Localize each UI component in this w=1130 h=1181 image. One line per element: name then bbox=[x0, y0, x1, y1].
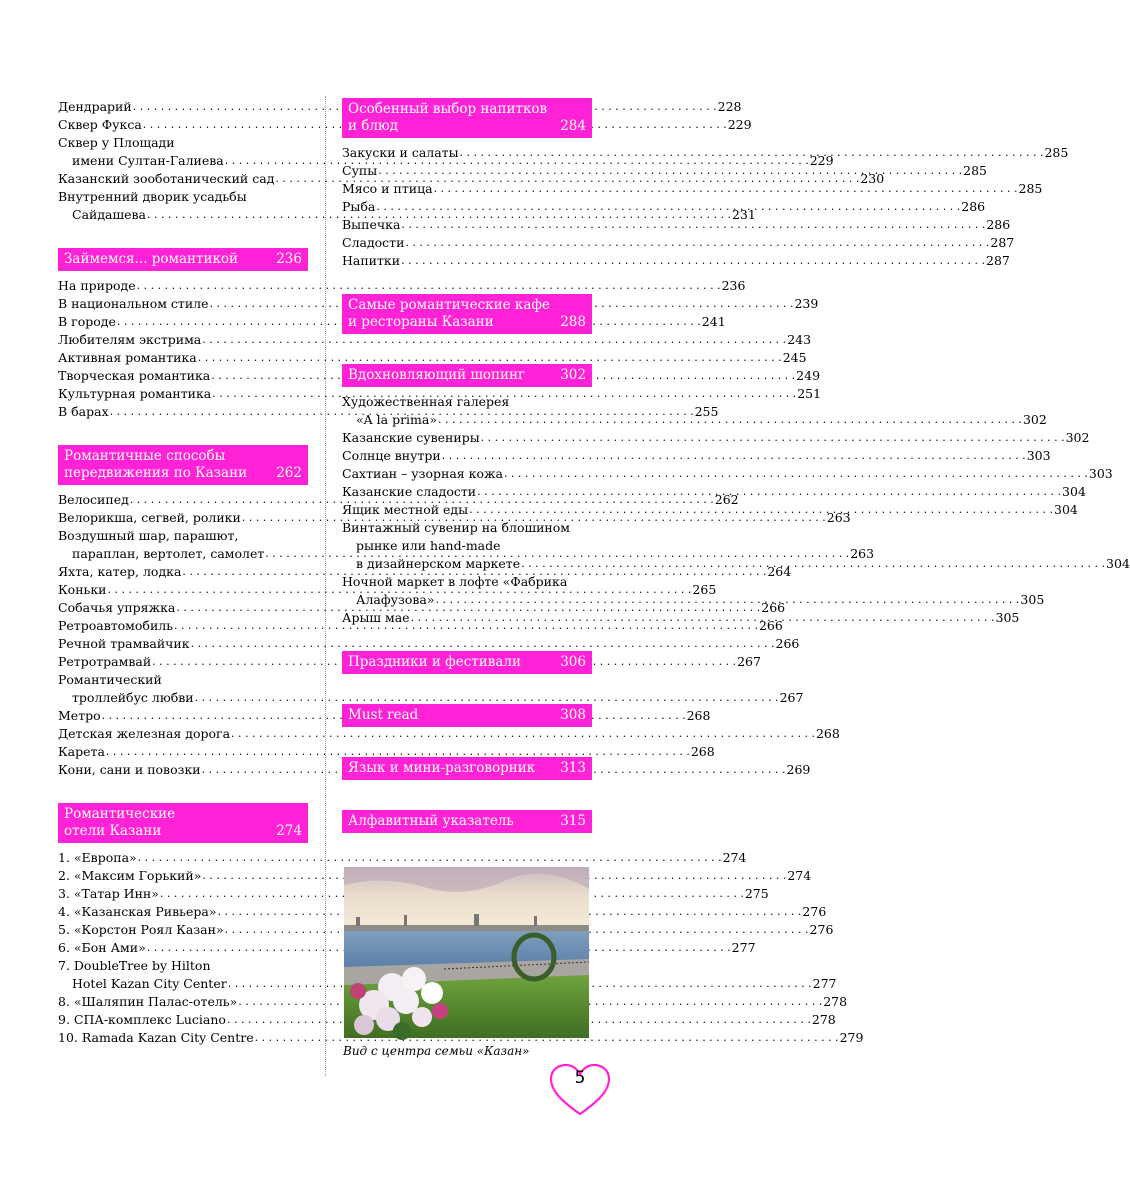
leader-dots bbox=[481, 429, 1065, 447]
toc-entry[interactable] bbox=[342, 252, 1010, 270]
toc-entry-title: Дендрарий bbox=[58, 99, 132, 114]
section-title: отели Казани bbox=[64, 823, 162, 839]
toc-entry-page: 269 bbox=[786, 762, 811, 777]
toc-entry-title: Напитки bbox=[342, 253, 401, 268]
toc-entry-line bbox=[342, 216, 1011, 234]
toc-entry-title: Казанские сувениры bbox=[342, 430, 480, 445]
section-title: Алфавитный указатель bbox=[348, 813, 514, 829]
toc-entry-title: Детская железная дорога bbox=[58, 726, 231, 741]
section-header[interactable] bbox=[342, 704, 592, 727]
leader-dots bbox=[504, 465, 1088, 483]
section-title: Язык и мини-разговорник bbox=[348, 760, 536, 776]
section-header[interactable] bbox=[342, 364, 592, 387]
toc-entry-line bbox=[58, 849, 747, 867]
toc-entry-title: Выпечка bbox=[342, 217, 401, 232]
toc-entry-title: Ретротрамвай bbox=[58, 654, 152, 669]
toc-entry-line bbox=[58, 331, 812, 349]
section-page: 288 bbox=[560, 314, 586, 330]
toc-entry-page: 285 bbox=[963, 163, 987, 178]
section-title-line: Романтичные способы bbox=[64, 448, 226, 464]
leader-dots bbox=[434, 180, 1018, 198]
section-header[interactable] bbox=[342, 98, 592, 138]
toc-entry-title: Коньки bbox=[58, 582, 107, 597]
toc-entry-line bbox=[58, 1029, 864, 1047]
leader-dots bbox=[401, 252, 985, 270]
toc-entry-page: 229 bbox=[727, 117, 752, 132]
toc-entry-page: 303 bbox=[1088, 466, 1113, 481]
toc-entry-title: Казанский зооботанический сад bbox=[58, 171, 275, 186]
toc-entry-title-line: Сквер у Площади bbox=[58, 135, 175, 150]
toc-entry-title: Речной трамвайчик bbox=[58, 636, 190, 651]
toc-entry-title-line: Романтический bbox=[58, 672, 162, 687]
toc-entry-line bbox=[342, 234, 1015, 252]
toc-entry[interactable] bbox=[58, 939, 756, 957]
toc-entry-title: 8. «Шаляпин Палас-отель» bbox=[58, 994, 238, 1009]
leader-dots bbox=[442, 447, 1026, 465]
section-page: 302 bbox=[560, 367, 586, 383]
toc-entry-page: 287 bbox=[990, 235, 1015, 250]
toc-entry-title: Карета bbox=[58, 744, 105, 759]
toc-entry-page: 274 bbox=[722, 850, 747, 865]
page-number: 5 bbox=[574, 1068, 586, 1088]
section-header[interactable] bbox=[342, 757, 592, 780]
leader-dots bbox=[411, 609, 995, 627]
toc-entry[interactable] bbox=[58, 957, 837, 993]
toc-entry-page: 229 bbox=[809, 153, 834, 168]
section-title-row bbox=[348, 707, 586, 724]
section-spacer bbox=[58, 224, 308, 248]
section-spacer bbox=[342, 786, 592, 810]
toc-entry-title: Сахтиан – узорная кожа bbox=[342, 466, 503, 481]
toc-entry-title: Сквер Фукса bbox=[58, 117, 142, 132]
toc-entry-title: Солнце внутри bbox=[342, 448, 441, 463]
section-header[interactable] bbox=[58, 248, 308, 271]
toc-entry-title: Арыш мае bbox=[342, 610, 410, 625]
toc-entry-page: 263 bbox=[826, 510, 851, 525]
toc-entry-page: 305 bbox=[995, 610, 1020, 625]
toc-entry-title: Ящик местной еды bbox=[342, 502, 469, 517]
section-title-line: Романтические bbox=[64, 806, 176, 822]
toc-entry[interactable] bbox=[58, 349, 807, 367]
toc-entry-page: 286 bbox=[986, 217, 1011, 232]
leader-dots bbox=[376, 198, 960, 216]
toc-entry-line bbox=[58, 939, 756, 957]
toc-entry-page: 264 bbox=[767, 564, 792, 579]
section-title: передвижения по Казани bbox=[64, 465, 248, 481]
toc-entry-line bbox=[342, 429, 1090, 447]
toc-entry-title: Hotel Kazan City Center bbox=[72, 976, 227, 991]
toc-entry[interactable] bbox=[58, 725, 840, 743]
section-header[interactable] bbox=[342, 294, 592, 334]
toc-entry-title: в дизайнерском маркете bbox=[356, 556, 521, 571]
toc-entry-page: 302 bbox=[1065, 430, 1090, 445]
toc-entry-line bbox=[58, 1011, 836, 1029]
toc-entry-title: Рыба bbox=[342, 199, 376, 214]
toc-entry-page: 245 bbox=[782, 350, 807, 365]
toc-entry-title: Культурная романтика bbox=[58, 386, 212, 401]
toc-entry-line bbox=[58, 975, 837, 993]
section-title-row bbox=[64, 465, 302, 482]
toc-entry-page: 230 bbox=[860, 171, 885, 186]
toc-entry-title: Алафузова» bbox=[356, 592, 435, 607]
toc-entry-page: 262 bbox=[714, 492, 739, 507]
section-spacer bbox=[342, 340, 592, 364]
toc-entry-line bbox=[58, 725, 840, 743]
toc-entry-page: 275 bbox=[744, 886, 769, 901]
leader-dots bbox=[438, 411, 1022, 429]
section-title: Займемся... романтикой bbox=[64, 251, 239, 267]
toc-entry-page: 277 bbox=[812, 976, 837, 991]
section-title-row bbox=[348, 654, 586, 671]
toc-entry-page: 266 bbox=[758, 618, 783, 633]
toc-entry[interactable] bbox=[342, 234, 1015, 252]
toc-entry-title: Закуски и салаты bbox=[342, 145, 459, 160]
toc-entry-title-line: рынке или hand-made bbox=[356, 538, 501, 553]
toc-entry-title: В городе bbox=[58, 314, 116, 329]
section-title-row bbox=[64, 251, 302, 268]
section-title-row bbox=[348, 813, 586, 830]
toc-entry-title: Собачья упряжка bbox=[58, 600, 176, 615]
toc-entry[interactable] bbox=[342, 465, 1113, 483]
section-title-row bbox=[348, 118, 586, 135]
toc-entry-title-line: Художественная галерея bbox=[342, 394, 510, 409]
toc-entry[interactable] bbox=[342, 447, 1051, 465]
leader-dots bbox=[401, 216, 985, 234]
section-header[interactable] bbox=[342, 651, 592, 674]
section-spacer bbox=[58, 779, 308, 803]
toc-entry[interactable] bbox=[58, 993, 848, 1011]
toc-entry-page: 239 bbox=[794, 296, 819, 311]
leader-dots bbox=[521, 555, 1105, 573]
toc-entry-line bbox=[58, 885, 769, 903]
toc-entry[interactable] bbox=[58, 743, 715, 761]
section-title-line: Особенный выбор напитков bbox=[348, 101, 548, 117]
toc-entry-line bbox=[58, 993, 848, 1011]
toc-entry[interactable] bbox=[58, 1029, 864, 1047]
toc-entry-title: В барах bbox=[58, 404, 109, 419]
toc-entry-page: 279 bbox=[839, 1030, 864, 1045]
toc-entry-page: 276 bbox=[802, 904, 827, 919]
toc-entry-line bbox=[58, 689, 804, 707]
section-title: Вдохновляющий шопинг bbox=[348, 367, 526, 383]
toc-entry-page: 243 bbox=[787, 332, 812, 347]
leader-dots bbox=[435, 591, 1019, 609]
toc-entry-page: 267 bbox=[737, 654, 761, 669]
toc-entry-title: Мясо и птица bbox=[342, 181, 433, 196]
toc-entry-title: 5. «Корстон Роял Казан» bbox=[58, 922, 224, 937]
toc-entry-page: 249 bbox=[796, 368, 821, 383]
section-page: 313 bbox=[560, 760, 586, 776]
toc-entry-page: 276 bbox=[809, 922, 834, 937]
toc-entry-line bbox=[342, 465, 1113, 483]
section-title-row bbox=[64, 823, 302, 840]
toc-entry-title: Велосипед bbox=[58, 492, 129, 507]
toc-entry-page: 278 bbox=[823, 994, 848, 1009]
toc-entry-title: Активная романтика bbox=[58, 350, 197, 365]
section-spacer bbox=[58, 421, 308, 445]
toc-entry[interactable] bbox=[58, 671, 804, 707]
toc-entry-title-line: Винтажный сувенир на блошином bbox=[342, 520, 571, 535]
toc-entry-line bbox=[58, 635, 800, 653]
toc-entry-title: В национальном стиле bbox=[58, 296, 209, 311]
leader-dots bbox=[469, 501, 1053, 519]
toc-entry-line bbox=[342, 180, 1043, 198]
toc-entry-title: троллейбус любви bbox=[72, 690, 194, 705]
section-title-row bbox=[348, 367, 586, 384]
section-page: 284 bbox=[560, 118, 586, 134]
toc-entry[interactable] bbox=[58, 903, 827, 921]
toc-entry-title: 2. «Максим Горький» bbox=[58, 868, 202, 883]
toc-entry-page: 278 bbox=[811, 1012, 836, 1027]
toc-entry-title: Сайдашева bbox=[72, 207, 147, 222]
toc-entry-page: 263 bbox=[850, 546, 875, 561]
toc-entry-line bbox=[58, 277, 746, 295]
toc-entry[interactable] bbox=[342, 429, 1090, 447]
toc-entry-line bbox=[342, 447, 1051, 465]
toc-entry-title: 9. СПА-комплекс Luciano bbox=[58, 1012, 226, 1027]
toc-entry-page: 231 bbox=[731, 207, 756, 222]
toc-entry-page: 285 bbox=[1018, 181, 1043, 196]
toc-entry-line bbox=[58, 903, 827, 921]
leader-dots bbox=[138, 849, 722, 867]
toc-entry-page: 241 bbox=[701, 314, 726, 329]
section-page: 308 bbox=[560, 707, 586, 723]
toc-entry-title: Кони, сани и повозки bbox=[58, 762, 201, 777]
toc-entry-page: 304 bbox=[1062, 484, 1086, 499]
leader-dots bbox=[405, 234, 989, 252]
toc-entry-title-line: 7. DoubleTree by Hilton bbox=[58, 958, 211, 973]
section-page: 274 bbox=[276, 823, 302, 839]
toc-entry-page: 266 bbox=[761, 600, 786, 615]
toc-entry[interactable] bbox=[58, 849, 747, 867]
toc-entry-title: Яхта, катер, лодка bbox=[58, 564, 182, 579]
toc-entry-title: 6. «Бон Ами» bbox=[58, 940, 146, 955]
toc-entry[interactable] bbox=[58, 1011, 836, 1029]
toc-entry-title: Супы bbox=[342, 163, 378, 178]
toc-entry-title: 3. «Татар Инн» bbox=[58, 886, 159, 901]
toc-entry-title: Творческая романтика bbox=[58, 368, 211, 383]
toc-entry[interactable] bbox=[58, 921, 834, 939]
toc-entry[interactable] bbox=[58, 331, 812, 349]
toc-entry-title-line: Воздушный шар, парашют, bbox=[58, 528, 239, 543]
toc-entry-page: 265 bbox=[692, 582, 717, 597]
section-page: 262 bbox=[276, 465, 302, 481]
toc-entry-page: 255 bbox=[694, 404, 719, 419]
leader-dots bbox=[378, 162, 962, 180]
section-page: 236 bbox=[276, 251, 302, 267]
photo-caption: Вид с центра семьи «Казан» bbox=[343, 1044, 530, 1058]
toc-entry-title: На природе bbox=[58, 278, 136, 293]
section-title: и рестораны Казани bbox=[348, 314, 494, 330]
toc-entry-page: 302 bbox=[1022, 412, 1047, 427]
toc-entry-page: 286 bbox=[961, 199, 986, 214]
section-title: и блюд bbox=[348, 118, 399, 134]
section-spacer bbox=[342, 680, 592, 704]
toc-entry[interactable] bbox=[58, 635, 800, 653]
toc-entry-title: Любителям экстрима bbox=[58, 332, 202, 347]
section-header[interactable] bbox=[342, 810, 592, 833]
toc-entry-page: 285 bbox=[1044, 145, 1069, 160]
toc-entry-page: 228 bbox=[717, 99, 742, 114]
section-title-line: Самые романтические кафе bbox=[348, 297, 550, 313]
toc-entry-line bbox=[58, 743, 715, 761]
section-title-row bbox=[348, 760, 586, 777]
toc-entry-title: «A la prima» bbox=[356, 412, 437, 427]
section-header[interactable] bbox=[58, 803, 308, 843]
toc-entry[interactable] bbox=[342, 216, 1011, 234]
toc-entry-title: Сладости bbox=[342, 235, 405, 250]
toc-entry-line bbox=[342, 252, 1010, 270]
toc-entry-page: 274 bbox=[787, 868, 812, 883]
toc-entry-page: 266 bbox=[775, 636, 800, 651]
leader-dots bbox=[477, 483, 1061, 501]
leader-dots bbox=[460, 144, 1044, 162]
toc-entry-page: 268 bbox=[815, 726, 840, 741]
toc-entry[interactable] bbox=[342, 180, 1043, 198]
toc-entry-page: 268 bbox=[686, 708, 711, 723]
toc-entry-title: 10. Ramada Kazan City Centre bbox=[58, 1030, 254, 1045]
section-title-row bbox=[348, 314, 586, 331]
section-page: 306 bbox=[560, 654, 586, 670]
toc-entry[interactable] bbox=[58, 867, 812, 885]
toc-entry-title: Метро bbox=[58, 708, 101, 723]
toc-entry-page: 267 bbox=[779, 690, 804, 705]
toc-entry-title: Ретроавтомобиль bbox=[58, 618, 174, 633]
toc-entry-page: 303 bbox=[1026, 448, 1051, 463]
toc-entry-title: 1. «Европа» bbox=[58, 850, 137, 865]
toc-entry-page: 305 bbox=[1020, 592, 1045, 607]
toc-entry-page: 304 bbox=[1106, 556, 1130, 571]
toc-entry-page: 304 bbox=[1054, 502, 1078, 517]
toc-entry-title: имени Султан-Галиева bbox=[72, 153, 224, 168]
toc-entry[interactable] bbox=[58, 277, 746, 295]
toc-entry-page: 287 bbox=[986, 253, 1010, 268]
toc-entry-line bbox=[58, 349, 807, 367]
section-header[interactable] bbox=[58, 445, 308, 485]
section-title: Праздники и фестивали bbox=[348, 654, 521, 670]
toc-entry-page: 277 bbox=[731, 940, 756, 955]
toc-entry-title: 4. «Казанская Ривьера» bbox=[58, 904, 217, 919]
toc-entry-page: 268 bbox=[690, 744, 715, 759]
toc-entry-title-line: Ночной маркет в лофте «Фабрика bbox=[342, 574, 568, 589]
toc-entry-page: 236 bbox=[721, 278, 746, 293]
section-spacer bbox=[342, 733, 592, 757]
toc-entry[interactable] bbox=[58, 885, 769, 903]
toc-entry-title: Казанские сладости bbox=[342, 484, 477, 499]
section-spacer bbox=[342, 627, 592, 651]
section-page: 315 bbox=[560, 813, 586, 829]
kazan-photo bbox=[344, 867, 589, 1038]
toc-entry-page: 251 bbox=[797, 386, 822, 401]
section-title: Must read bbox=[348, 707, 419, 723]
section-spacer bbox=[342, 270, 592, 294]
toc-entry-title: параплан, вертолет, самолет bbox=[72, 546, 265, 561]
toc-entry-line bbox=[58, 921, 834, 939]
toc-entry-line bbox=[58, 867, 812, 885]
toc-entry-title: Велорикша, сегвей, ролики bbox=[58, 510, 241, 525]
toc-entry-title-line: Внутренний дворик усадьбы bbox=[58, 189, 247, 204]
